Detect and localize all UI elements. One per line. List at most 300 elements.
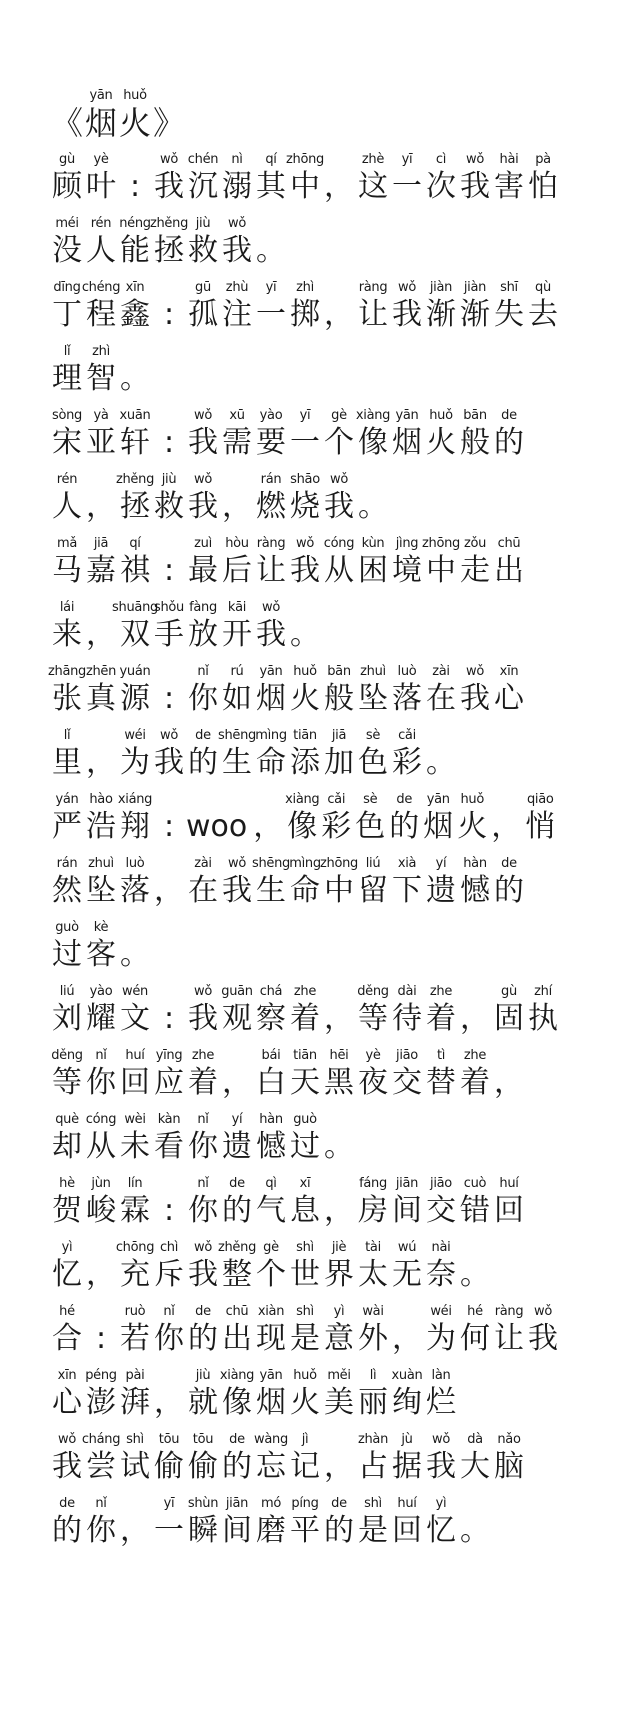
hanzi: ， xyxy=(253,809,284,844)
hanzi: 去 xyxy=(528,297,558,332)
pinyin: shì xyxy=(296,1304,314,1319)
char-cell xyxy=(84,216,118,270)
char-cell xyxy=(152,280,186,334)
char-cell xyxy=(422,536,461,590)
char-cell xyxy=(322,1368,356,1422)
char-cell xyxy=(118,408,152,462)
char-cell xyxy=(186,280,220,334)
hanzi: 害 xyxy=(494,169,524,204)
lyric-line xyxy=(50,1166,610,1230)
hanzi: 像 xyxy=(287,809,318,844)
char-cell xyxy=(50,1368,84,1422)
char-cell xyxy=(152,536,186,590)
char-cell xyxy=(50,600,84,654)
pinyin: xiàng xyxy=(285,792,320,807)
hanzi: 亚 xyxy=(86,425,116,460)
char-cell xyxy=(254,1432,288,1486)
hanzi: 让 xyxy=(358,297,388,332)
char-cell xyxy=(81,280,121,334)
hanzi: 气 xyxy=(256,1193,286,1228)
hanzi: 我 xyxy=(290,553,320,588)
pinyin: sè xyxy=(363,792,378,807)
char-cell xyxy=(424,280,458,334)
char-cell xyxy=(186,856,220,910)
char-cell xyxy=(186,984,220,1038)
pinyin: xīn xyxy=(57,1368,77,1383)
hanzi: 的 xyxy=(494,873,524,908)
pinyin: huǒ xyxy=(460,792,485,807)
pinyin: nǐ xyxy=(95,1048,107,1063)
char-cell xyxy=(186,216,220,270)
char-cell xyxy=(424,1240,458,1294)
hanzi: 奈 xyxy=(426,1257,456,1292)
hanzi: 我 xyxy=(222,233,252,268)
pinyin: chén xyxy=(187,152,219,167)
char-cell xyxy=(492,1432,526,1486)
char-cell xyxy=(186,152,220,206)
pinyin: rán xyxy=(260,472,282,487)
pinyin: hàn xyxy=(463,856,487,871)
char-cell xyxy=(356,536,390,590)
pinyin: ràng xyxy=(358,280,388,295)
pinyin: huí xyxy=(499,1176,519,1191)
pinyin: nǐ xyxy=(163,1304,175,1319)
pinyin: shāo xyxy=(290,472,320,487)
pinyin: lǐ xyxy=(63,728,71,743)
hanzi: 烂 xyxy=(426,1385,456,1420)
char-cell xyxy=(84,1240,118,1294)
char-cell xyxy=(424,984,458,1038)
pinyin: sè xyxy=(365,728,381,743)
char-cell xyxy=(152,1176,186,1230)
pinyin: méi xyxy=(55,216,79,231)
char-cell xyxy=(356,1240,390,1294)
char-cell xyxy=(152,408,186,462)
hanzi: : xyxy=(129,169,141,204)
lyric-line xyxy=(50,398,610,462)
pinyin: qí xyxy=(265,152,277,167)
pinyin: huǒ xyxy=(123,88,147,103)
pinyin: bān xyxy=(327,664,351,679)
pinyin: cóng xyxy=(323,536,355,551)
hanzi: 的 xyxy=(188,1321,218,1356)
char-cell xyxy=(118,344,152,398)
char-cell xyxy=(492,280,526,334)
pinyin: jù xyxy=(401,1432,413,1447)
char-cell xyxy=(152,728,186,782)
char-cell xyxy=(492,1176,526,1230)
hanzi: 客 xyxy=(86,937,116,972)
hanzi: 悄 xyxy=(525,809,556,844)
char-cell xyxy=(322,1048,356,1102)
hanzi: 是 xyxy=(290,1321,320,1356)
char-cell xyxy=(356,1432,390,1486)
hanzi: 放 xyxy=(188,617,218,652)
hanzi: 祺 xyxy=(120,553,150,588)
hanzi: : xyxy=(163,297,175,332)
char-cell xyxy=(424,664,458,718)
hanzi: 手 xyxy=(154,617,184,652)
hanzi: 据 xyxy=(392,1449,422,1484)
pinyin: xū xyxy=(229,408,245,423)
pinyin: huǒ xyxy=(293,664,317,679)
pinyin: zhù xyxy=(225,280,249,295)
char-cell xyxy=(84,920,118,974)
pinyin: de xyxy=(229,1176,245,1191)
char-cell xyxy=(288,1432,322,1486)
hanzi: 霖 xyxy=(120,1193,150,1228)
hanzi: 生 xyxy=(222,745,252,780)
pinyin: lǐ xyxy=(63,344,71,359)
hanzi: 刘 xyxy=(52,1001,82,1036)
char-cell xyxy=(254,472,288,526)
hanzi: 的 xyxy=(52,1513,82,1548)
hanzi: 过 xyxy=(52,937,82,972)
pinyin: yí xyxy=(435,856,447,871)
pinyin: xiàn xyxy=(257,1304,285,1319)
char-cell xyxy=(152,664,186,718)
hanzi: 替 xyxy=(426,1065,456,1100)
hanzi: 我 xyxy=(188,1001,218,1036)
hanzi: 烟 xyxy=(256,1385,286,1420)
hanzi: 《 xyxy=(50,104,83,142)
char-cell xyxy=(118,1432,152,1486)
pinyin: zhuì xyxy=(360,664,386,679)
lyric-line xyxy=(50,846,610,910)
char-cell xyxy=(118,1496,152,1550)
hanzi: 我 xyxy=(188,489,218,524)
char-cell xyxy=(285,792,319,846)
char-cell xyxy=(254,280,288,334)
char-cell xyxy=(424,728,458,782)
char-cell xyxy=(251,792,285,846)
pinyin: wǒ xyxy=(432,1432,450,1447)
hanzi: 你 xyxy=(188,1129,218,1164)
char-cell xyxy=(458,856,492,910)
char-cell xyxy=(390,1496,424,1550)
hanzi: 后 xyxy=(222,553,252,588)
char-cell xyxy=(492,1048,526,1102)
char-cell xyxy=(152,1240,186,1294)
hanzi: 色 xyxy=(355,809,386,844)
pinyin: zhōng xyxy=(320,856,359,871)
hanzi: 固 xyxy=(494,1001,524,1036)
char-cell xyxy=(220,984,254,1038)
pinyin: cóng xyxy=(85,1112,117,1127)
char-cell xyxy=(152,1112,186,1166)
pinyin: wài xyxy=(362,1304,384,1319)
char-cell xyxy=(288,408,322,462)
char-cell xyxy=(152,856,186,910)
char-cell xyxy=(118,664,152,718)
pinyin: wǒ xyxy=(228,216,246,231)
char-cell xyxy=(152,984,186,1038)
hanzi: 中 xyxy=(290,169,320,204)
pinyin: shǒu xyxy=(153,600,184,615)
char-cell xyxy=(390,1176,424,1230)
hanzi: 应 xyxy=(154,1065,184,1100)
char-cell xyxy=(356,1304,390,1358)
pinyin: zài xyxy=(194,856,212,871)
hanzi: 错 xyxy=(460,1193,490,1228)
pinyin: nǐ xyxy=(197,664,209,679)
hanzi: 等 xyxy=(52,1065,82,1100)
char-cell xyxy=(492,1304,526,1358)
pinyin: tōu xyxy=(158,1432,180,1447)
hanzi: 察 xyxy=(256,1001,286,1036)
pinyin: tiān xyxy=(293,1048,317,1063)
char-cell xyxy=(84,344,118,398)
pinyin: zài xyxy=(432,664,450,679)
char-cell xyxy=(84,1112,118,1166)
char-cell xyxy=(322,408,356,462)
pinyin: gè xyxy=(263,1240,279,1255)
char-cell xyxy=(288,1176,322,1230)
hanzi: : xyxy=(163,553,175,588)
char-cell xyxy=(288,280,322,334)
hanzi: 。 xyxy=(290,617,320,652)
hanzi: 火 xyxy=(118,104,151,142)
hanzi: ， xyxy=(392,1321,422,1356)
char-cell xyxy=(254,408,288,462)
lyric-line xyxy=(50,1358,610,1422)
hanzi: 我 xyxy=(188,425,218,460)
char-cell xyxy=(220,1176,254,1230)
pinyin: zhōng xyxy=(286,152,325,167)
char-cell xyxy=(50,344,84,398)
hanzi: 等 xyxy=(358,1001,388,1036)
hanzi: 贺 xyxy=(52,1193,82,1228)
char-cell xyxy=(322,1432,356,1486)
pinyin: de xyxy=(501,856,517,871)
char-cell xyxy=(390,1048,424,1102)
pinyin: zhe xyxy=(429,984,453,999)
char-cell xyxy=(152,600,186,654)
hanzi: 拯 xyxy=(120,489,150,524)
pinyin: shì xyxy=(296,1240,314,1255)
pinyin: zhe xyxy=(463,1048,487,1063)
hanzi: 息 xyxy=(290,1193,320,1228)
hanzi: 偷 xyxy=(188,1449,218,1484)
char-cell xyxy=(186,1048,220,1102)
char-cell xyxy=(186,1432,220,1486)
pinyin: guò xyxy=(293,1112,317,1127)
char-cell xyxy=(390,1304,424,1358)
hanzi: 一 xyxy=(392,169,422,204)
hanzi: 真 xyxy=(86,681,116,716)
hanzi: 源 xyxy=(120,681,150,716)
hanzi: 记 xyxy=(290,1449,320,1484)
hanzi: 落 xyxy=(392,681,422,716)
hanzi: 充 xyxy=(120,1257,150,1292)
char-cell xyxy=(356,1048,390,1102)
pinyin: wǒ xyxy=(466,152,484,167)
char-cell xyxy=(217,1240,257,1294)
char-cell xyxy=(118,88,152,142)
pinyin: qì xyxy=(265,1176,277,1191)
char-cell xyxy=(50,88,84,142)
char-cell xyxy=(387,792,421,846)
hanzi: 回 xyxy=(392,1513,422,1548)
hanzi: 脑 xyxy=(494,1449,524,1484)
hanzi: 我 xyxy=(324,489,354,524)
char-cell xyxy=(526,152,560,206)
hanzi: : xyxy=(163,425,175,460)
char-cell xyxy=(118,216,152,270)
hanzi: 走 xyxy=(460,553,490,588)
pinyin: shùn xyxy=(187,1496,219,1511)
hanzi: 中 xyxy=(324,873,354,908)
hanzi: 界 xyxy=(324,1257,354,1292)
hanzi: 沉 xyxy=(188,169,218,204)
char-cell xyxy=(152,792,186,846)
pinyin: chōng xyxy=(115,1240,155,1255)
hanzi: 遗 xyxy=(426,873,456,908)
char-cell xyxy=(220,1304,254,1358)
hanzi: 待 xyxy=(392,1001,422,1036)
hanzi: 耀 xyxy=(86,1001,116,1036)
hanzi: 湃 xyxy=(120,1385,150,1420)
hanzi: ， xyxy=(222,489,252,524)
char-cell xyxy=(50,1176,84,1230)
pinyin: cháng xyxy=(81,1432,121,1447)
pinyin: zhe xyxy=(191,1048,215,1063)
char-cell xyxy=(458,152,492,206)
char-cell xyxy=(288,984,322,1038)
lyric-line xyxy=(50,718,610,782)
hanzi: 峻 xyxy=(86,1193,116,1228)
char-cell xyxy=(356,1496,390,1550)
pinyin: xiàng xyxy=(219,1368,255,1383)
pinyin: shī xyxy=(500,280,518,295)
char-cell xyxy=(254,1368,288,1422)
hanzi: 世 xyxy=(290,1257,320,1292)
hanzi: 下 xyxy=(392,873,422,908)
char-cell xyxy=(288,1240,322,1294)
hanzi: 中 xyxy=(426,553,456,588)
char-cell xyxy=(492,856,526,910)
hanzi: : xyxy=(163,681,175,716)
char-cell xyxy=(220,472,254,526)
pinyin: rán xyxy=(56,856,78,871)
char-cell xyxy=(390,536,424,590)
pinyin: zhì xyxy=(92,344,110,359)
hanzi: 人 xyxy=(52,489,82,524)
lyrics-document xyxy=(47,70,610,1550)
hanzi: 命 xyxy=(256,745,286,780)
pinyin: yān xyxy=(89,88,113,103)
char-cell xyxy=(458,984,492,1038)
pinyin: wéi xyxy=(430,1304,452,1319)
char-cell xyxy=(288,1048,322,1102)
hanzi: 的 xyxy=(324,1513,354,1548)
pinyin: yào xyxy=(259,408,283,423)
pinyin: bái xyxy=(261,1048,281,1063)
pinyin: wǒ xyxy=(228,856,246,871)
char-cell xyxy=(492,536,526,590)
pinyin: mǎ xyxy=(56,536,78,551)
pinyin: gè xyxy=(331,408,347,423)
hanzi: 执 xyxy=(528,1001,558,1036)
hanzi: 着 xyxy=(188,1065,218,1100)
char-cell xyxy=(220,1496,254,1550)
hanzi: 绚 xyxy=(392,1385,422,1420)
lyric-line xyxy=(50,142,610,206)
hanzi: 为 xyxy=(426,1321,456,1356)
char-cell xyxy=(288,536,322,590)
char-cell xyxy=(322,152,356,206)
hanzi: 你 xyxy=(86,1065,116,1100)
hanzi: 救 xyxy=(188,233,218,268)
hanzi: woo xyxy=(186,809,248,844)
char-cell xyxy=(458,1432,492,1486)
hanzi: 。 xyxy=(460,1257,490,1292)
pinyin: ruò xyxy=(124,1304,146,1319)
char-cell xyxy=(390,408,424,462)
char-cell xyxy=(356,728,390,782)
pinyin: fàng xyxy=(189,600,217,615)
pinyin: měi xyxy=(327,1368,351,1383)
char-cell xyxy=(455,792,489,846)
char-cell xyxy=(288,1496,322,1550)
pinyin: jiāo xyxy=(430,1176,452,1191)
pinyin: xuàn xyxy=(391,1368,423,1383)
pinyin: de xyxy=(501,408,517,423)
pinyin: jiàn xyxy=(463,280,487,295)
hanzi: 添 xyxy=(290,745,320,780)
char-cell xyxy=(319,792,353,846)
char-cell xyxy=(84,792,118,846)
char-cell xyxy=(526,1304,560,1358)
pinyin: nài xyxy=(431,1240,451,1255)
char-cell xyxy=(356,152,390,206)
pinyin: liú xyxy=(59,984,75,999)
hanzi: 夜 xyxy=(358,1065,388,1100)
char-cell xyxy=(220,664,254,718)
hanzi: 顾 xyxy=(52,169,82,204)
hanzi: 间 xyxy=(392,1193,422,1228)
hanzi: 的 xyxy=(188,745,218,780)
pinyin: de xyxy=(59,1496,75,1511)
hanzi: 太 xyxy=(358,1257,388,1292)
hanzi: 我 xyxy=(426,1449,456,1484)
char-cell xyxy=(252,856,291,910)
char-cell xyxy=(220,1048,254,1102)
char-cell xyxy=(152,1496,186,1550)
char-cell xyxy=(288,1112,322,1166)
char-cell xyxy=(492,664,526,718)
char-cell xyxy=(118,920,152,974)
char-cell xyxy=(152,88,186,142)
pinyin: yī xyxy=(299,408,311,423)
char-cell xyxy=(50,152,84,206)
pinyin: wǒ xyxy=(466,664,484,679)
hanzi: 需 xyxy=(222,425,252,460)
hanzi: 烟 xyxy=(392,425,422,460)
char-cell xyxy=(254,664,288,718)
hanzi: 的 xyxy=(389,809,420,844)
char-cell xyxy=(118,536,152,590)
lyric-line xyxy=(50,462,610,526)
char-cell xyxy=(118,984,152,1038)
char-cell xyxy=(220,1112,254,1166)
pinyin: qiāo xyxy=(526,792,554,807)
hanzi: 回 xyxy=(120,1065,150,1100)
pinyin: jiān xyxy=(395,1176,419,1191)
char-cell xyxy=(254,536,288,590)
hanzi: 如 xyxy=(222,681,252,716)
pinyin: huí xyxy=(397,1496,417,1511)
